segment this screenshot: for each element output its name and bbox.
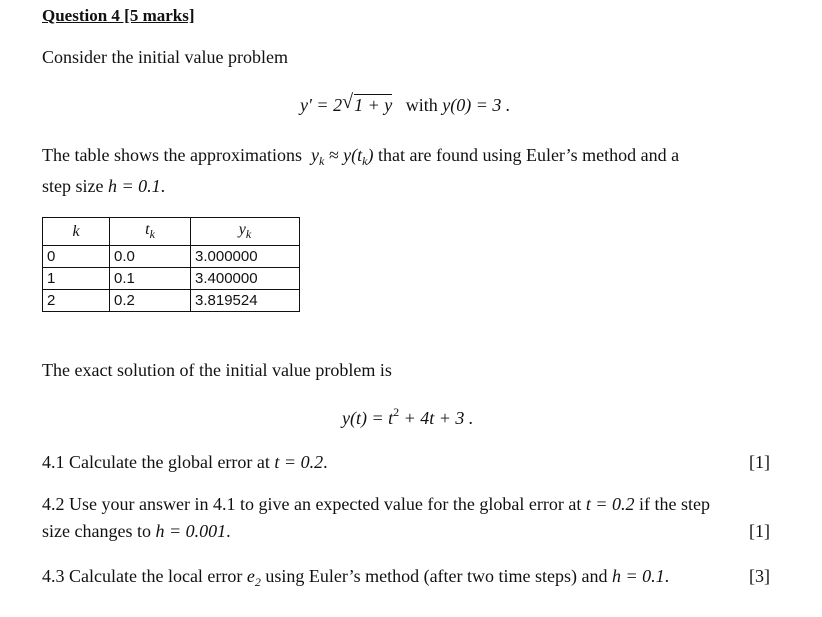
header-tk [110, 218, 191, 246]
header-yk [191, 218, 300, 246]
cell-k: 1 [43, 268, 110, 290]
q1-text: 4.1 Calculate the global error at [42, 452, 270, 472]
q3-end: . [664, 566, 670, 586]
table-row [43, 268, 300, 290]
question-4-3 [42, 566, 669, 590]
header-t: t [145, 221, 150, 238]
ivp-condition: y(0) = 3 . [442, 95, 511, 115]
q1-end: . [323, 452, 328, 472]
table-row [43, 246, 300, 268]
euler-table [42, 217, 300, 312]
cell-y: 3.400000 [191, 268, 300, 290]
question-4-1 [42, 452, 328, 473]
q2-marks: [1] [749, 521, 770, 541]
q2-line1: 4.2 Use your answer in 4.1 to give an expected value for the global error at [42, 494, 582, 514]
e-letter: e [246, 566, 255, 586]
q1-marks: [1] [749, 452, 770, 472]
header-k: k [43, 218, 110, 246]
cell-k: 2 [43, 290, 110, 312]
question-4-2-line2 [42, 521, 231, 542]
q2-end: . [226, 521, 231, 541]
table-desc-part1: The table shows the approximations [42, 145, 302, 165]
table-header-row [43, 218, 300, 246]
intro-text: Consider the initial value problem [42, 47, 288, 67]
header-y: y [238, 221, 246, 238]
q3-text: 4.3 Calculate the local error [42, 566, 243, 586]
exact-intro-text: The exact solution of the initial value problem is [42, 360, 392, 380]
ivp-sqrt [342, 91, 393, 116]
table-description-line1 [42, 145, 679, 169]
ivp-equation [300, 91, 511, 116]
e-subscript: 2 [254, 575, 261, 589]
cell-t: 0.2 [110, 290, 191, 312]
tk-subscript: k [362, 154, 368, 168]
step-size-expr: h = 0.1 [107, 176, 161, 196]
header-t-sub: k [149, 227, 155, 241]
q3-expr: h = 0.1 [612, 566, 665, 586]
q3-text2: using Euler’s method (after two time steps) and [265, 566, 608, 586]
cell-y: 3.000000 [191, 246, 300, 268]
step-size-label: step size [42, 176, 104, 196]
q2-line1-end: if the step [638, 494, 710, 514]
q2-expr1: t = 0.2 [585, 494, 635, 514]
header-y-sub: k [245, 227, 252, 241]
yk-symbol [310, 145, 325, 168]
q1-expr: t = 0.2 [274, 452, 324, 472]
question-4-2-line1 [42, 494, 710, 515]
cell-t: 0.0 [110, 246, 191, 268]
q2-expr2: h = 0.001 [155, 521, 227, 541]
exact-rhs: + 4t + 3 . [399, 408, 474, 428]
q2-line2: size changes to [42, 521, 151, 541]
step-size-period: . [160, 176, 166, 196]
k-subscript: k [318, 154, 325, 168]
cell-y: 3.819524 [191, 290, 300, 312]
approx-text: ≈ y(t [328, 145, 363, 165]
e2-symbol [246, 566, 261, 589]
table-description-line2 [42, 176, 165, 197]
cell-t: 0.1 [110, 268, 191, 290]
y-letter: y [310, 145, 319, 165]
table-row [43, 290, 300, 312]
table-desc-part2: that are found using Euler’s method and a [377, 145, 680, 165]
cell-k: 0 [43, 246, 110, 268]
approx-close: ) [367, 145, 374, 165]
ivp-radicand: 1 + y [354, 95, 393, 115]
approx-expr [328, 145, 374, 168]
ivp-lhs: y′ = 2 [300, 95, 343, 115]
q3-marks: [3] [749, 566, 770, 586]
exact-solution [342, 405, 473, 429]
exact-lhs: y(t) = t [342, 408, 394, 428]
radical-sign: √ [342, 91, 354, 113]
exact-sup: 2 [393, 405, 400, 419]
ivp-with: with [405, 95, 438, 115]
question-title: Question 4 [5 marks] [42, 6, 195, 25]
